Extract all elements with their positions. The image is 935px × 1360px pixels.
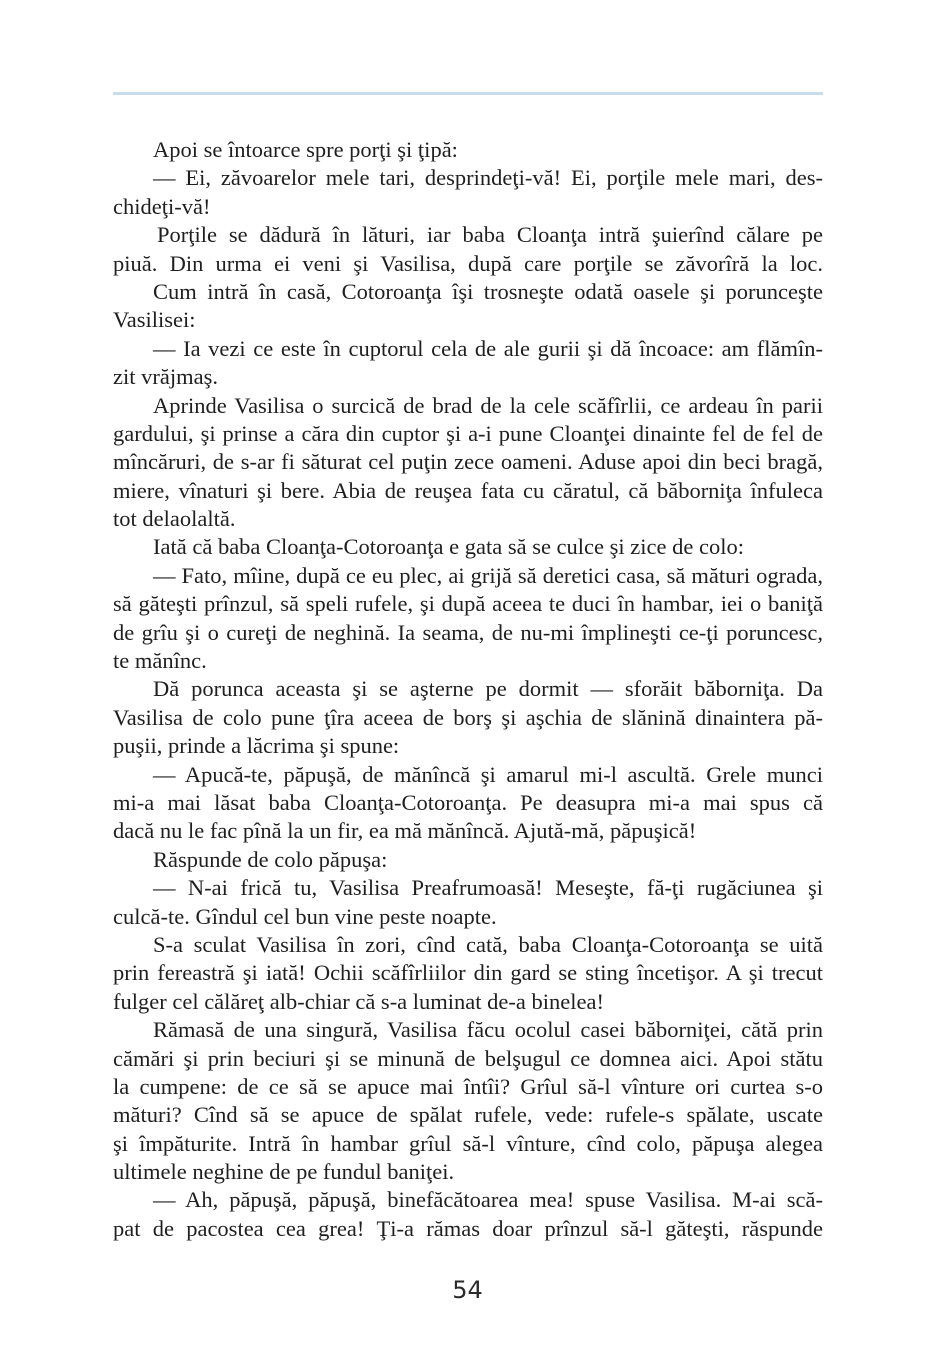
text-line: şi împăturite. Intră în hambar grîul să-l vînture, cînd colo, păpuşa alegea (113, 1130, 823, 1156)
text-line: la cumpene: de ce să se apuce mai întîi? Grîul să-l vînture ori curtea s-o (113, 1073, 823, 1099)
text-line: Rămasă de una singură, Vasilisa făcu ocolul casei băborniţei, cătă prin (153, 1017, 823, 1043)
text-line: puşii, prinde a lăcrima şi spune: (113, 733, 400, 759)
text-line: Vasilisei: (113, 307, 196, 333)
text-line: — N-ai frică tu, Vasilisa Preafrumoasă! Meseşte, fă-ţi rugăciunea şi (153, 875, 823, 901)
text-line: mîncăruri, de s-ar fi săturat cel puţin zece oameni. Aduse apoi din beci bragă, (113, 449, 823, 475)
header-rule (113, 92, 823, 95)
text-line: Iată că baba Cloanţa-Cotoroanţa e gata să se culce şi zice de colo: (153, 534, 744, 560)
story-text (113, 136, 823, 1243)
text-line: Porţile se dădură în lături, iar baba Cloanţa intră şuierînd călare pe (157, 222, 823, 248)
text-line: piuă. Din urma ei veni şi Vasilisa, după care porţile se zăvorîră la loc. (113, 250, 823, 276)
text-line: S-a sculat Vasilisa în zori, cînd cată, baba Cloanţa-Cotoroanţa se uită (153, 931, 823, 957)
text-line: — Ia vezi ce este în cuptorul cela de ale gurii şi dă încoace: am flămîn- (153, 335, 823, 361)
text-line: pat de pacostea cea grea! Ţi-a rămas doar prînzul să-l găteşti, răspunde (113, 1215, 823, 1241)
text-line: miere, vînaturi şi bere. Abia de reuşea fata cu căratul, că băborniţa înfuleca (113, 477, 823, 503)
text-line: te mănînc. (113, 648, 207, 674)
text-line: Vasilisa de colo pune ţîra aceea de borş şi aşchia de slănină dinaintera pă- (113, 704, 823, 730)
text-line: de grîu şi o cureţi de neghină. Ia seama, de nu-mi împlineşti ce-ţi poruncesc, (113, 619, 823, 645)
text-line: culcă-te. Gîndul cel bun vine peste noapte. (113, 903, 497, 929)
text-line: să găteşti prînzul, să speli rufele, şi după aceea te duci în hambar, iei o baniţă (113, 591, 823, 617)
text-line: ultimele neghine de pe fundul baniţei. (113, 1159, 455, 1185)
text-line: — Fato, mîine, după ce eu plec, ai grijă să deretici casa, să mături ograda, (153, 562, 823, 588)
text-line: zit vrăjmaş. (113, 364, 218, 390)
text-line: prin fereastră şi iată! Ochii scăfîrliilor din gard se sting încetişor. A şi trecut (113, 960, 823, 986)
text-line: Aprinde Vasilisa o surcică de brad de la cele scăfîrlii, ce ardeau în parii (153, 392, 823, 418)
text-line: Răspunde de colo păpuşa: (153, 846, 388, 872)
text-line: — Ah, păpuşă, păpuşă, binefăcătoarea mea! spuse Vasilisa. M-ai scă- (153, 1187, 823, 1213)
text-line: tot delaolaltă. (113, 506, 236, 532)
text-line: Apoi se întoarce spre porţi şi ţipă: (153, 137, 458, 162)
text-line: dacă nu le fac pînă la un fir, ea mă mănîncă. Ajută-mă, păpuşică! (113, 818, 697, 844)
text-line: Dă porunca aceasta şi se aşterne pe dormit — sforăit băborniţa. Da (153, 676, 823, 702)
text-line: — Ei, zăvoarelor mele tari, desprindeţi-vă! Ei, porţile mele mari, des- (153, 165, 823, 191)
text-line: Cum intră în casă, Cotoroanţa îşi trosneşte odată oasele şi porunceşte (153, 278, 823, 304)
text-line: — Apucă-te, păpuşă, de mănîncă şi amarul mi-l ascultă. Grele munci (153, 761, 823, 787)
text-line: gardului, şi prinse a căra din cuptor şi a-i pune Cloanţei dinainte fel de fel de (113, 420, 823, 446)
text-line: mături? Cînd să se apuce de spălat rufele, vede: rufele-s spălate, uscate (113, 1102, 823, 1128)
text-line: chideţi-vă! (113, 193, 211, 219)
text-line: cămări şi prin beciuri şi se minună de belşugul ce domnea aici. Apoi stătu (113, 1045, 823, 1071)
text-line: fulger cel călăreţ alb-chiar că s-a luminat de-a binelea! (113, 988, 604, 1014)
text-line: mi-a mai lăsat baba Cloanţa-Cotoroanţa. Pe deasupra mi-a mai spus că (113, 789, 823, 815)
page-number: 54 (452, 1276, 483, 1304)
